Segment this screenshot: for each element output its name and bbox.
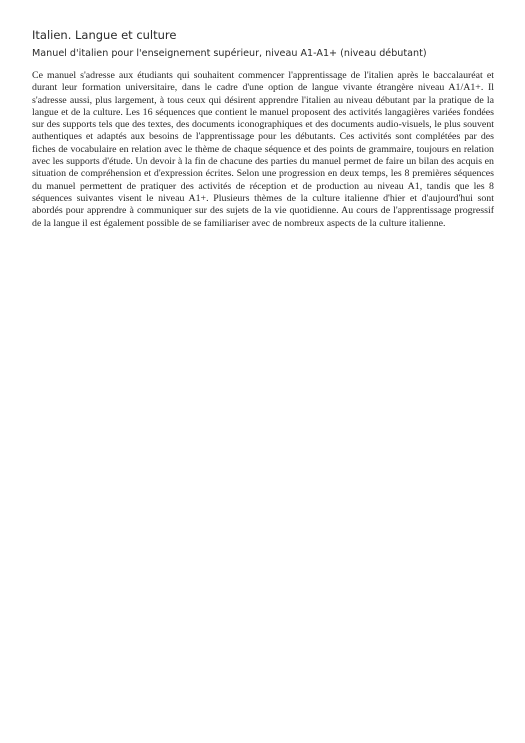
document-body-paragraph: Ce manuel s'adresse aux étudiants qui souhaitent commencer l'apprentissage de l'italien après le baccalauréat et durant leur formation universitaire, dans le cadre d'une option de langue vivante étrangère niveau A1/A1+. Il s'adresse aussi, plus largement, à tous ceux qui désirent apprendre l'italien au niveau débutant par la pratique de la langue et de la culture. Les 16 séquences que contient le manuel proposent des activités langagières variées fondées sur des supports tels que des textes, des documents iconographiques et des documents audio-visuels, le plus souvent authentiques et adaptés aux besoins de l'apprentissage pour les débutants. Ces activités sont complétées par des fiches de vocabulaire en relation avec le thème de chaque séquence et des points de grammaire, toujours en relation avec les supports d'étude. Un devoir à la fin de chacune des parties du manuel permet de faire un bilan des acquis en situation de compréhension et d'expression écrites. Selon une progression en deux temps, les 8 premières séquences du manuel permettent de pratiquer des activités de réception et de production au niveau A1, tandis que les 8 séquences suivantes visent le niveau A1+. Plusieurs thèmes de la culture italienne d'hier et d'aujourd'hui sont abordés pour apprendre à communiquer sur des sujets de la vie quotidienne. Au cours de l'apprentissage progressif de la langue il est également possible de se familiariser avec de nombreux aspects de la culture italienne.: [32, 70, 494, 229]
document-title: Italien. Langue et culture: [32, 28, 177, 42]
document-subtitle: Manuel d'italien pour l'enseignement supérieur, niveau A1-A1+ (niveau débutant): [32, 48, 427, 59]
